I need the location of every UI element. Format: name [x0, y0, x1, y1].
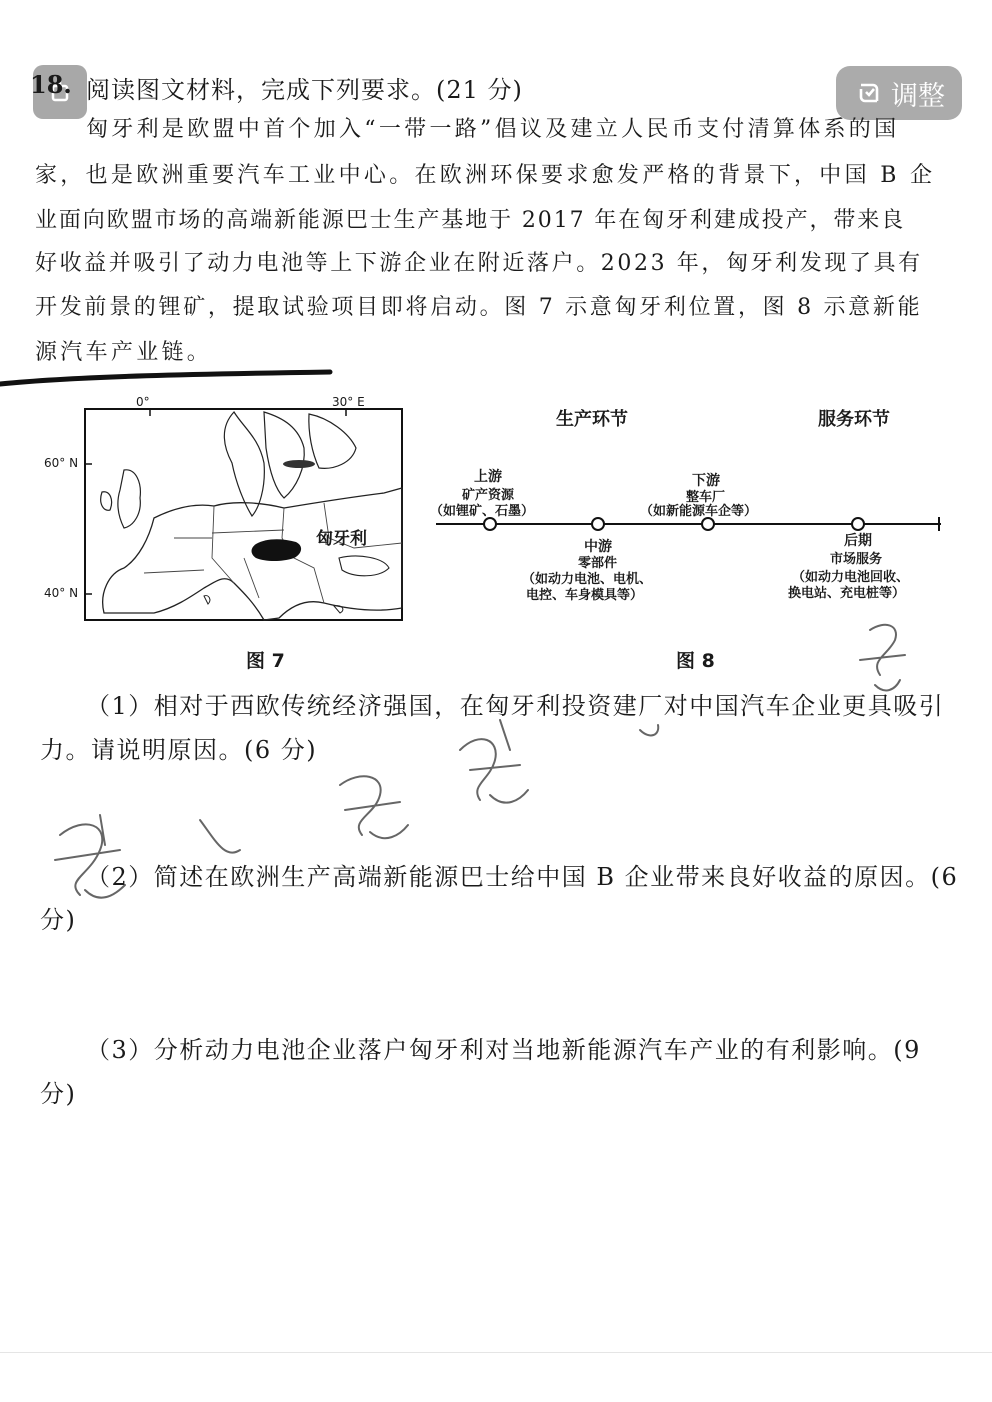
node-sub: 矿产资源 [462, 488, 515, 503]
paragraph-line: 开发前景的锂矿，提取试验项目即将启动。图 7 示意匈牙利位置，图 8 示意新能 [35, 295, 923, 320]
node-detail: （如锂矿、石墨） [430, 504, 535, 519]
adjust-label: 调整 [891, 80, 945, 112]
sub-question-1-cont: 力。请说明原因。(6 分) [40, 736, 318, 764]
node-title: 下游 [692, 473, 720, 489]
node-detail: 电控、车身模具等） [526, 588, 644, 603]
lon-label: 30° E [332, 395, 365, 409]
sub-question-3-cont: 分) [40, 1080, 77, 1108]
paragraph-line: 源汽车产业链。 [35, 340, 213, 365]
paragraph-line: 家，也是欧洲重要汽车工业中心。在欧洲环保要求愈发严格的背景下，中国 B 企 [35, 163, 936, 188]
sub-question-3: （3）分析动力电池企业落户匈牙利对当地新能源汽车产业的有利影响。(9 [86, 1036, 921, 1064]
figure7-caption: 图 7 [246, 650, 285, 672]
node-title: 中游 [584, 539, 612, 555]
node-title: 后期 [844, 533, 872, 549]
paragraph-line: 好收益并吸引了动力电池等上下游企业在附近落户。2023 年，匈牙利发现了具有 [35, 251, 923, 276]
handwritten-watermark [0, 600, 992, 920]
question-number: 18. [30, 70, 72, 99]
page-bottom-divider [0, 1352, 992, 1353]
europe-map [84, 408, 404, 622]
production-section-label: 生产环节 [556, 409, 628, 430]
node-detail: （如动力电池回收、 [792, 570, 910, 585]
adjust-icon [853, 77, 885, 109]
node-detail: 换电站、充电桩等） [788, 586, 906, 601]
node-sub: 整车厂 [686, 490, 726, 505]
paragraph-line: 匈牙利是欧盟中首个加入“一带一路”倡议及建立人民币支付清算体系的国 [86, 117, 900, 142]
service-section-label: 服务环节 [818, 409, 890, 430]
lat-label: 60° N [44, 456, 79, 470]
sub-question-2: （2）简述在欧洲生产高端新能源巴士给中国 B 企业带来良好收益的原因。(6 [86, 863, 959, 891]
pen-underline [0, 360, 340, 390]
node-title: 上游 [474, 469, 502, 485]
node-sub: 市场服务 [830, 552, 883, 567]
question-header: 阅读图文材料，完成下列要求。(21 分) [86, 76, 523, 104]
node-detail: （如新能源车企等） [640, 504, 758, 519]
sub-question-2-cont: 分) [40, 906, 77, 934]
figure8-caption: 图 8 [676, 650, 715, 672]
hungary-label: 匈牙利 [316, 529, 367, 549]
paragraph-line: 业面向欧盟市场的高端新能源巴士生产基地于 2017 年在匈牙利建成投产，带来良 [35, 208, 906, 233]
sub-question-1: （1）相对于西欧传统经济强国，在匈牙利投资建厂对中国汽车企业更具吸引 [86, 692, 945, 720]
node-sub: 零部件 [578, 556, 618, 571]
lat-label: 40° N [44, 586, 79, 600]
lon-label: 0° [136, 395, 150, 409]
node-detail: （如动力电池、电机、 [522, 572, 653, 587]
